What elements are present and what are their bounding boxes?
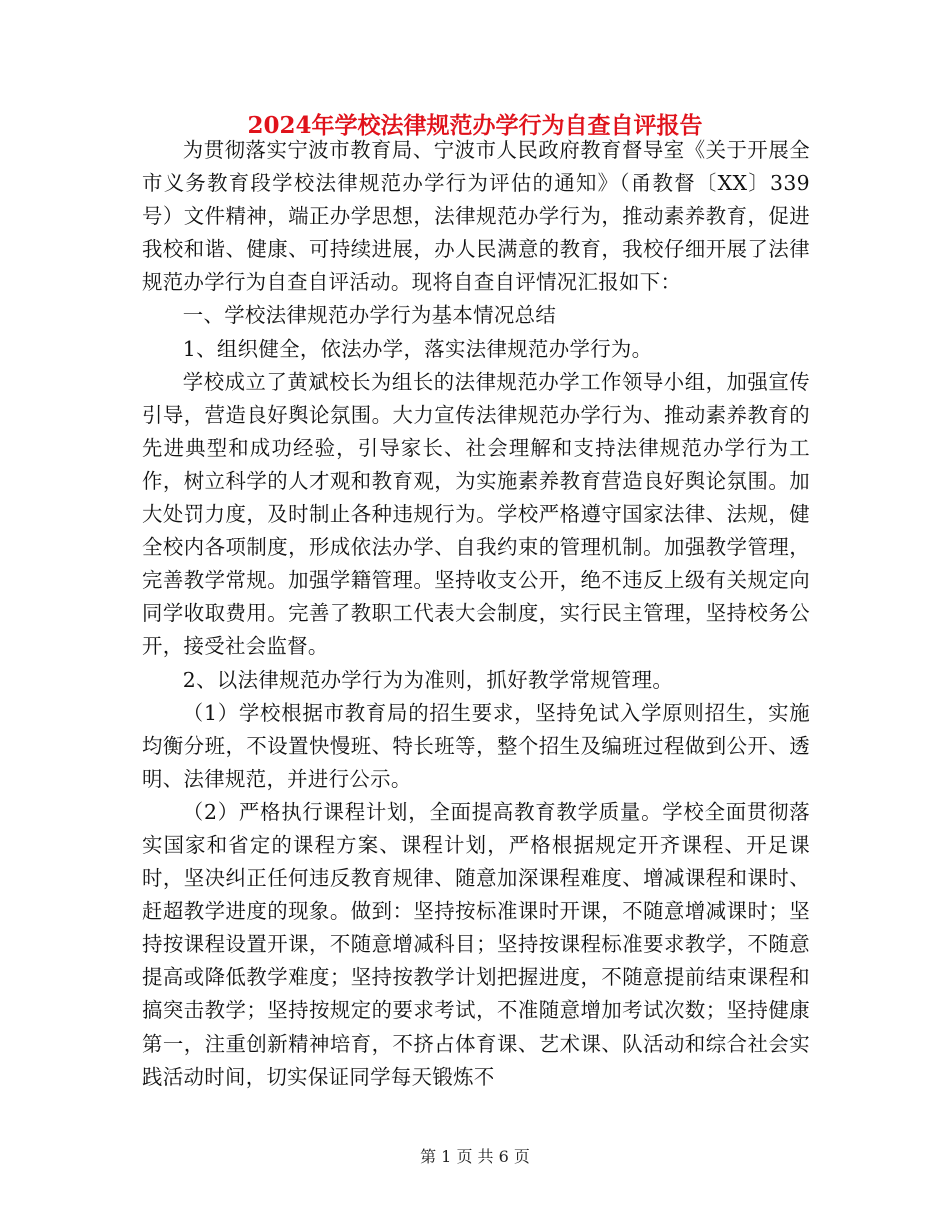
paragraph-intro: 为贯彻落实宁波市教育局、宁波市人民政府教育督导室《关于开展全市义务教育段学校法律规范办学行为评估的通知》（甬教督〔XX〕339号）文件精神，端正办学思想，法律规范办学行为，推动素养教育，促进我校和谐、健康、可持续进展，办人民满意的教育，我校仔细开展了法律规范办学行为自查自评活动。现将自查自评情况汇报如下： xyxy=(142,138,810,295)
document-body xyxy=(142,134,810,1094)
section-heading-1: 一、学校法律规范办学行为基本情况总结 xyxy=(182,303,557,328)
document-title: 2024年学校法律规范办学行为自查自评报告 xyxy=(247,112,703,139)
paragraph-curriculum: （2）严格执行课程计划，全面提高教育教学质量。学校全面贯彻落实国家和省定的课程方案、课程计划，严格根据规定开齐课程、开足课时，坚决纠正任何违反教育规律、随意加深课程难度、增减课程和课时、赶超教学进度的现象。做到：坚持按标准课时开课，不随意增减课时；坚持按课程设置开课，不随意增减科目；坚持按课程标准要求教学，不随意提高或降低教学难度；坚持按教学计划把握进度，不随意提前结束课程和搞突击教学；坚持按规定的要求考试，不准随意增加考试次数；坚持健康第一，注重创新精神培育，不挤占体育课、艺术课、队活动和综合社会实践活动时间，切实保证同学每天锻炼不 xyxy=(142,799,810,1089)
page-footer: 第 1 页 共 6 页 xyxy=(420,1147,530,1166)
paragraph-enrollment: （1）学校根据市教育局的招生要求，坚持免试入学原则招生，实施均衡分班，不设置快慢班、特长班等，整个招生及编班过程做到公开、透明、法律规范，并进行公示。 xyxy=(142,700,810,791)
paragraph-organization: 学校成立了黄斌校长为组长的法律规范办学工作领导小组，加强宣传引导，营造良好舆论氛围。大力宣传法律规范办学行为、推动素养教育的先进典型和成功经验，引导家长、社会理解和支持法律规范办学行为工作，树立科学的人才观和教育观，为实施素养教育营造良好舆论氛围。加大处罚力度，及时制止各种违规行为。学校严格遵守国家法律、法规，健全校内各项制度，形成依法办学、自我约束的管理机制。加强教学管理，完善教学常规。加强学籍管理。坚持收支公开，绝不违反上级有关规定向同学收取费用。完善了教职工代表大会制度，实行民主管理，坚持校务公开，接受社会监督。 xyxy=(142,369,810,659)
subheading-1: 1、组织健全，依法办学，落实法律规范办学行为。 xyxy=(182,336,653,361)
subheading-2: 2、以法律规范办学行为为准则，抓好教学常规管理。 xyxy=(182,667,674,692)
